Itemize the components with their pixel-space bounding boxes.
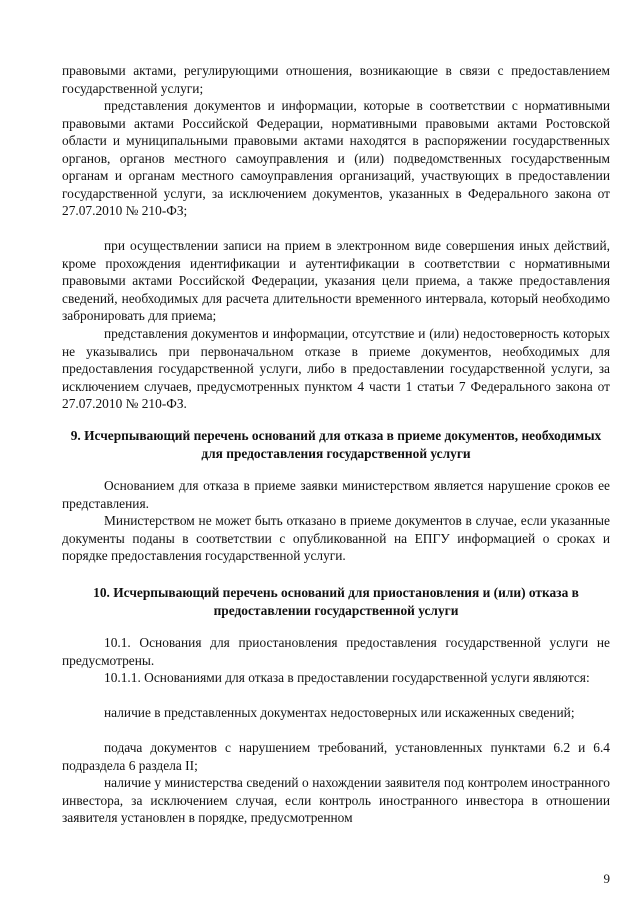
paragraph: подача документов с нарушением требований, установленных пунктами 6.2 и 6.4 подраздела 6 раздела II; bbox=[62, 740, 610, 773]
paragraph: наличие в представленных документах недостоверных или искаженных сведений; bbox=[104, 705, 575, 720]
page-number: 9 bbox=[603, 871, 610, 886]
paragraph: Основанием для отказа в приеме заявки министерством является нарушение сроков ее представления. bbox=[62, 478, 610, 511]
paragraph: правовыми актами, регулирующими отношения, возникающие в связи с предоставлением государственной услуги; bbox=[62, 63, 610, 96]
paragraph: Министерством не может быть отказано в приеме документов в случае, если указанные документы поданы в соответствии с опубликованной на ЕПГУ информацией о сроках и порядке предоставления государственной услуги. bbox=[62, 513, 610, 563]
section-heading: 10. Исчерпывающий перечень оснований для приостановления и (или) отказа в предоставлении государственной услуги bbox=[93, 585, 579, 618]
paragraph: наличие у министерства сведений о нахождении заявителя под контролем иностранного инвестора, за исключением случая, если контроль иностранного инвестора в отношении заявителя установлен в порядке, предусмотренном bbox=[62, 775, 610, 825]
paragraph: представления документов и информации, которые в соответствии с нормативными правовыми актами Российской Федерации, нормативными правовыми актами Ростовской области и муниципальными правовыми актами находятся в распоряжении государственных органов, органов местного самоуправления и (или) подведомственных государственным органам и органам местного самоуправления организаций, участвующих в предоставлении государственной услуги, за исключением документов, указанных в Федерального закона от 27.07.2010 № 210-ФЗ; bbox=[62, 98, 610, 218]
section-heading: 9. Исчерпывающий перечень оснований для отказа в приеме документов, необходимых для предоставления государственной услуги bbox=[70, 428, 602, 461]
paragraph: 10.1.1. Основаниями для отказа в предоставлении государственной услуги являются: bbox=[104, 670, 590, 685]
paragraph: 10.1. Основания для приостановления предоставления государственной услуги не предусмотрены. bbox=[62, 635, 610, 668]
paragraph: при осуществлении записи на прием в электронном виде совершения иных действий, кроме прохождения идентификации и аутентификации в соответствии с нормативными правовыми актами Российской Федерации, указания цели приема, а также предоставления сведений, необходимых для расчета длительности временного интервала, который необходимо забронировать для приема; bbox=[62, 238, 610, 323]
paragraph: представления документов и информации, отсутствие и (или) недостоверность которых не указывались при первоначальном отказе в приеме документов, необходимых для предоставления государственной услуги, либо в предоставлении государственной услуги, за исключением случаев, предусмотренных пунктом 4 части 1 статьи 7 Федерального закона от 27.07.2010 № 210-ФЗ. bbox=[62, 326, 610, 411]
